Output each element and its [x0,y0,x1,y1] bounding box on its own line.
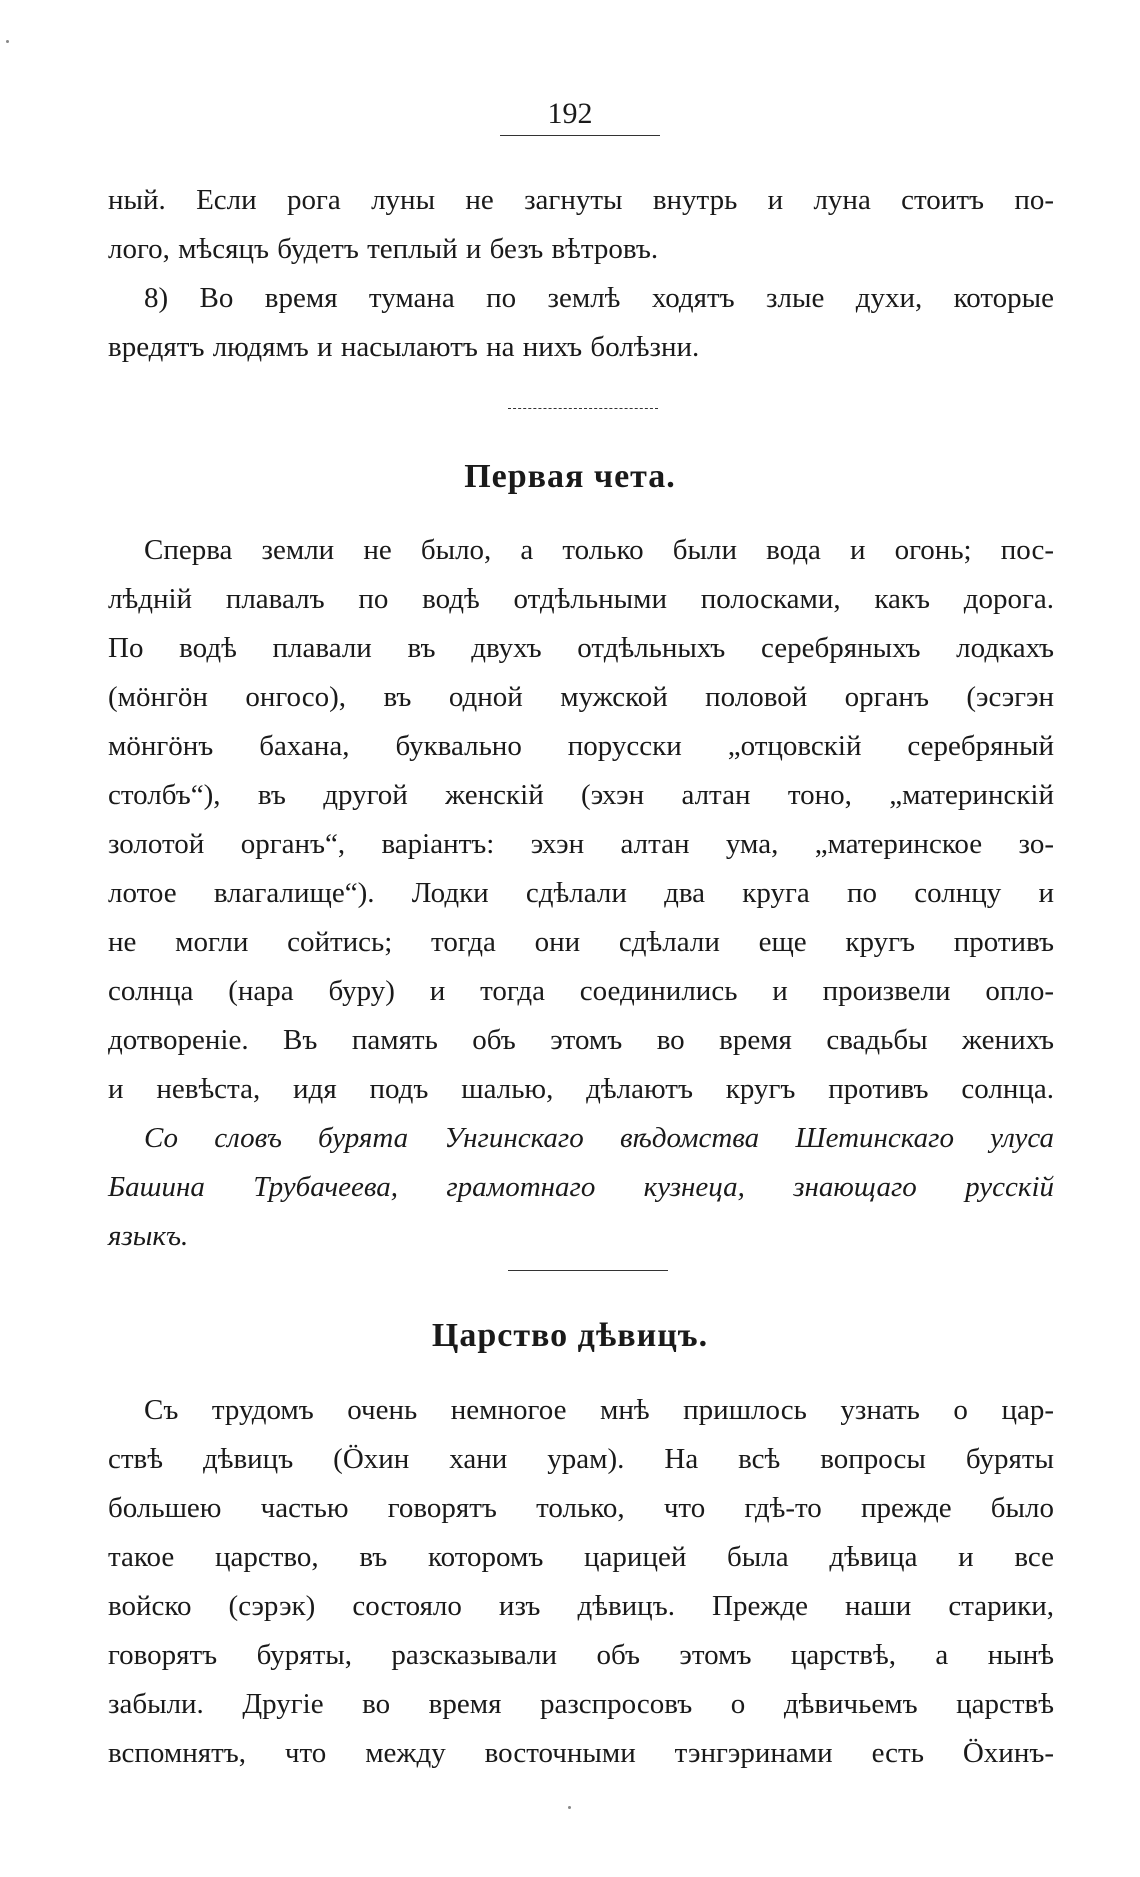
text-line: солнца (нара буру) и тогда соединились и произвели опло- [108,975,1054,1007]
text-line: 8) Во время тумана по землѣ ходятъ злые духи, которые [144,282,1054,314]
section-divider [508,408,658,409]
text-line: По водѣ плавали въ двухъ отдѣльныхъ серебряныхъ лодкахъ [108,632,1054,664]
text-line: золотой органъ“, варіантъ: эхэн алтан ума, „материнское зо- [108,828,1054,860]
source-line: языкъ. [108,1220,189,1252]
text-line: лѣдній плавалъ по водѣ отдѣльными полосками, какъ дорога. [108,583,1054,615]
paper-speck [6,40,9,43]
text-line: такое царство, въ которомъ царицей была дѣвица и все [108,1541,1054,1573]
text-line: мöнгöнъ бахана, буквально порусски „отцовскій серебряный [108,730,1054,762]
text-line: лотое влагалище“). Лодки сдѣлали два круга по солнцу и [108,877,1054,909]
heading-maiden-kingdom: Царство дѣвицъ. [431,1317,709,1354]
text-line: говорятъ буряты, разсказывали объ этомъ царствѣ, а нынѣ [108,1639,1054,1671]
heading-first-couple: Первая чета. [464,458,676,495]
paragraph-first-couple [108,526,1054,1114]
text-line: большею частью говорятъ только, что гдѣ-то прежде было [108,1492,1054,1524]
text-line: дотвореніе. Въ память объ этомъ во время свадьбы женихъ [108,1024,1054,1056]
source-line: Башина Трубачеева, грамотнаго кузнеца, знающаго русскій [108,1171,1054,1203]
paragraph-continued [108,176,1054,274]
text-line: (мöнгöн онгосо), въ одной мужской половой органъ (эсэгэн [108,681,1054,713]
text-line: столбъ“), въ другой женскій (эхэн алтан тоно, „материнскій [108,779,1054,811]
paper-speck [568,1806,571,1809]
source-line: Со словъ бурята Унгинскаго вѣдомства Шетинскаго улуса [144,1122,1054,1154]
text-line: лого, мѣсяцъ будетъ теплый и безъ вѣтровъ. [108,233,659,265]
section-divider [508,1270,668,1271]
text-line: и невѣста, идя подъ шалью, дѣлаютъ кругъ противъ солнца. [108,1073,1054,1105]
paragraph-item-8 [108,274,1054,372]
page-number-rule [500,135,660,136]
text-line: войско (сэрэк) состояло изъ дѣвицъ. Прежде наши старики, [108,1590,1054,1622]
paragraph-maiden-kingdom [108,1386,1054,1778]
text-line: Съ трудомъ очень немногое мнѣ пришлось узнать о цар- [144,1394,1054,1426]
text-line: вспомнятъ, что между восточными тэнгэринами есть Öхинъ- [108,1737,1054,1769]
text-line: не могли сойтись; тогда они сдѣлали еще кругъ противъ [108,926,1054,958]
source-attribution [108,1114,1054,1261]
text-line: ный. Если рога луны не загнуты внутрь и луна стоитъ по- [108,184,1054,216]
text-line: вредятъ людямъ и насылаютъ на нихъ болѣзни. [108,331,700,363]
page-number: 192 [547,97,593,130]
text-line: ствѣ дѣвицъ (Öхин хани урам). На всѣ вопросы буряты [108,1443,1054,1475]
text-line: Сперва земли не было, а только были вода и огонь; пос- [144,534,1054,566]
text-line: забыли. Другіе во время разспросовъ о дѣвичьемъ царствѣ [108,1688,1054,1720]
